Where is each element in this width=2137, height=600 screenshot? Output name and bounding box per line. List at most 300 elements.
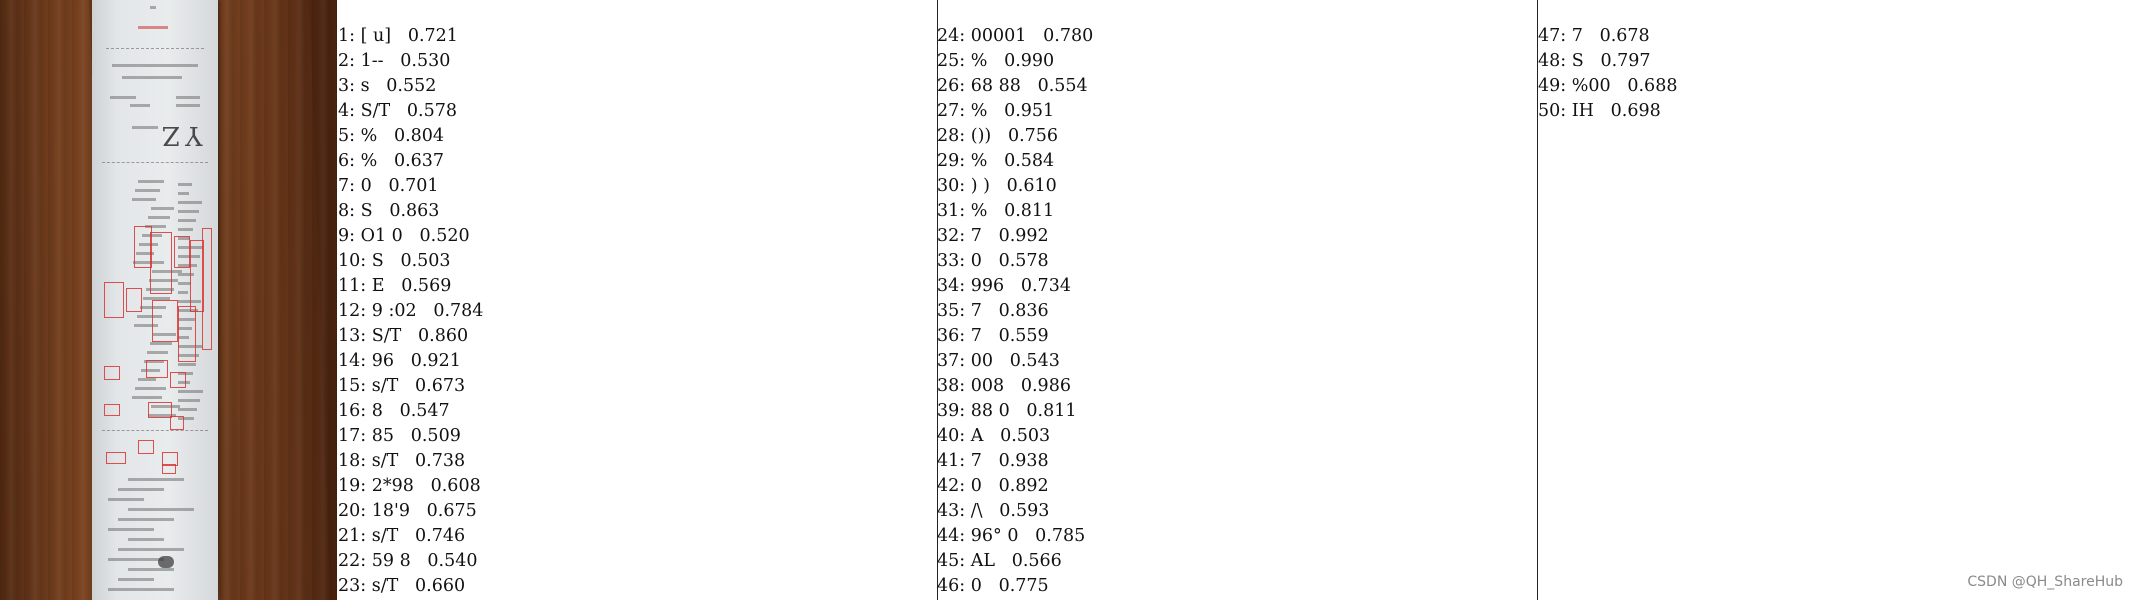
- result-gap: [391, 26, 408, 46]
- result-text: ()): [970, 126, 992, 146]
- result-score: 0.503: [400, 251, 451, 271]
- result-score: 0.509: [410, 426, 461, 446]
- receipt-mark: [108, 498, 144, 501]
- result-score: 0.701: [388, 176, 439, 196]
- result-separator: :: [959, 501, 971, 521]
- result-text: s/T: [371, 526, 399, 546]
- detection-box: [104, 366, 120, 380]
- result-index: 17: [338, 426, 361, 446]
- result-row: [338, 199, 483, 224]
- result-score: 0.811: [1004, 201, 1055, 221]
- result-gap: [1018, 526, 1035, 546]
- result-score: 0.756: [1007, 126, 1059, 146]
- result-score: 0.578: [406, 101, 457, 121]
- result-index: 35: [937, 301, 960, 321]
- result-score: 0.688: [1627, 76, 1678, 96]
- result-gap: [377, 151, 394, 171]
- result-text: IH: [1571, 101, 1594, 121]
- detection-box: [106, 452, 126, 464]
- result-gap: [398, 451, 415, 471]
- result-gap: [993, 351, 1010, 371]
- result-index: 1: [338, 26, 350, 46]
- receipt-mark: [148, 216, 170, 219]
- result-index: 5: [338, 126, 350, 146]
- result-score: 0.547: [399, 401, 450, 421]
- receipt-mark: [178, 219, 196, 222]
- result-score: 0.863: [389, 201, 440, 221]
- result-row: [338, 299, 483, 324]
- result-row: [338, 524, 483, 549]
- result-index: 26: [937, 76, 960, 96]
- result-gap: [1021, 76, 1038, 96]
- result-text: 00: [970, 351, 994, 371]
- result-gap: [987, 151, 1004, 171]
- result-separator: :: [360, 451, 372, 471]
- result-text: S: [371, 251, 384, 271]
- receipt-mark: [178, 291, 188, 294]
- detection-box: [146, 360, 168, 378]
- result-separator: :: [959, 326, 971, 346]
- result-separator: :: [959, 201, 971, 221]
- result-gap: [1010, 401, 1027, 421]
- result-text: s/T: [371, 376, 399, 396]
- result-score: 0.569: [401, 276, 452, 296]
- receipt-mark: [135, 189, 160, 192]
- result-score: 0.543: [1009, 351, 1060, 371]
- results-column-3: [1538, 24, 1677, 124]
- result-score: 0.675: [426, 501, 477, 521]
- result-gap: [383, 401, 400, 421]
- receipt-mark: [108, 558, 164, 561]
- result-index: 50: [1538, 101, 1561, 121]
- detection-box: [202, 228, 212, 350]
- result-index: 31: [937, 201, 960, 221]
- result-index: 6: [338, 151, 350, 171]
- receipt-mark: [138, 180, 164, 183]
- result-index: 42: [937, 476, 960, 496]
- result-row: [338, 424, 483, 449]
- receipt-mark: [150, 6, 156, 9]
- receipt-mark: [176, 96, 200, 99]
- result-text: 96: [371, 351, 395, 371]
- result-score: 0.584: [1004, 151, 1055, 171]
- result-gap: [1583, 26, 1600, 46]
- receipt-mark: [178, 183, 192, 186]
- result-row: [338, 149, 483, 174]
- result-row: [338, 499, 483, 524]
- result-separator: :: [349, 201, 361, 221]
- result-index: 13: [338, 326, 361, 346]
- result-index: 9: [338, 226, 350, 246]
- receipt-mark: [118, 548, 184, 551]
- result-score: 0.811: [1026, 401, 1077, 421]
- result-separator: :: [360, 476, 372, 496]
- result-text: 008: [970, 376, 1005, 396]
- result-row: [338, 224, 483, 249]
- result-index: 48: [1538, 51, 1561, 71]
- result-separator: :: [959, 451, 971, 471]
- result-score: 0.660: [415, 576, 466, 596]
- result-score: 0.734: [1020, 276, 1071, 296]
- result-separator: :: [360, 501, 372, 521]
- result-text: %: [970, 201, 988, 221]
- result-index: 34: [937, 276, 960, 296]
- result-text: %: [970, 51, 988, 71]
- result-separator: :: [959, 151, 971, 171]
- receipt-mark: [118, 488, 164, 491]
- result-text: s/T: [371, 451, 399, 471]
- result-text: O1 0: [360, 226, 403, 246]
- result-index: 19: [338, 476, 361, 496]
- result-score: 0.775: [998, 576, 1049, 596]
- result-gap: [1611, 76, 1628, 96]
- result-score: 0.721: [407, 26, 458, 46]
- result-index: 11: [338, 276, 361, 296]
- result-row: [937, 249, 1093, 274]
- result-score: 0.860: [418, 326, 469, 346]
- receipt-mark: [118, 578, 154, 581]
- result-index: 37: [937, 351, 960, 371]
- result-index: 24: [937, 26, 960, 46]
- result-row: [338, 474, 483, 499]
- result-text: S: [360, 201, 373, 221]
- result-row: [1538, 24, 1677, 49]
- result-gap: [987, 101, 1004, 121]
- result-separator: :: [959, 401, 971, 421]
- result-row: [338, 124, 483, 149]
- result-score: 0.986: [1020, 376, 1071, 396]
- result-separator: :: [959, 426, 971, 446]
- result-gap: [414, 476, 431, 496]
- result-gap: [411, 551, 428, 571]
- result-text: E: [371, 276, 385, 296]
- result-row: [937, 274, 1093, 299]
- result-gap: [1004, 276, 1021, 296]
- detection-box: [126, 288, 142, 312]
- result-separator: :: [959, 476, 971, 496]
- result-text: 0: [360, 176, 372, 196]
- result-text: %: [970, 151, 988, 171]
- result-text: [ u]: [360, 26, 392, 46]
- result-text: ) ): [970, 176, 990, 196]
- result-index: 40: [937, 426, 960, 446]
- result-text: S/T: [371, 326, 402, 346]
- result-text: S: [1571, 51, 1584, 71]
- result-text: %00: [1571, 76, 1611, 96]
- result-score: 0.921: [410, 351, 461, 371]
- result-score: 0.678: [1599, 26, 1650, 46]
- result-text: 7: [970, 451, 982, 471]
- result-score: 0.992: [998, 226, 1049, 246]
- result-row: [937, 349, 1093, 374]
- result-text: %: [360, 151, 378, 171]
- result-separator: :: [360, 401, 372, 421]
- receipt-divider: [106, 48, 204, 49]
- receipt-mark: [178, 228, 193, 231]
- result-separator: :: [349, 101, 361, 121]
- result-separator: :: [349, 226, 361, 246]
- result-gap: [384, 51, 401, 71]
- result-gap: [384, 251, 401, 271]
- result-score: 0.520: [419, 226, 470, 246]
- result-row: [1538, 49, 1677, 74]
- result-separator: :: [959, 351, 971, 371]
- result-text: 2*98: [371, 476, 414, 496]
- receipt-mark: [108, 528, 154, 531]
- receipt-mark: [147, 351, 168, 354]
- result-gap: [410, 501, 427, 521]
- receipt-paper: [92, 0, 218, 600]
- result-text: s/T: [371, 576, 399, 596]
- result-gap: [394, 351, 411, 371]
- result-row: [338, 24, 483, 49]
- result-separator: :: [360, 376, 372, 396]
- result-score: 0.610: [1006, 176, 1057, 196]
- result-row: [937, 24, 1093, 49]
- result-index: 23: [338, 576, 361, 596]
- result-separator: :: [349, 26, 361, 46]
- receipt-mark: [122, 76, 182, 79]
- receipt-divider: [102, 162, 208, 163]
- result-text: 9 :02: [371, 301, 417, 321]
- result-index: 39: [937, 401, 960, 421]
- result-score: 0.559: [998, 326, 1049, 346]
- result-row: [937, 49, 1093, 74]
- result-gap: [983, 501, 1000, 521]
- result-score: 0.951: [1004, 101, 1055, 121]
- result-text: 59 8: [371, 551, 411, 571]
- result-separator: :: [360, 326, 372, 346]
- receipt-mark: [178, 408, 197, 411]
- result-separator: :: [360, 551, 372, 571]
- result-gap: [417, 301, 434, 321]
- result-index: 38: [937, 376, 960, 396]
- result-index: 3: [338, 76, 350, 96]
- result-score: 0.578: [998, 251, 1049, 271]
- result-score: 0.552: [386, 76, 437, 96]
- receipt-mark: [150, 342, 172, 345]
- result-row: [937, 449, 1093, 474]
- result-separator: :: [959, 126, 971, 146]
- result-gap: [1004, 376, 1021, 396]
- result-index: 46: [937, 576, 960, 596]
- receipt-mark: [158, 556, 174, 568]
- result-row: [937, 74, 1093, 99]
- result-row: [937, 149, 1093, 174]
- receipt-mark: [128, 508, 194, 511]
- result-row: [338, 574, 483, 599]
- result-score: 0.698: [1610, 101, 1661, 121]
- receipt-mark: [178, 399, 200, 402]
- result-gap: [401, 326, 418, 346]
- result-separator: :: [360, 526, 372, 546]
- result-gap: [394, 426, 411, 446]
- result-separator: :: [1560, 51, 1572, 71]
- result-separator: :: [360, 576, 372, 596]
- result-gap: [982, 301, 999, 321]
- result-separator: :: [1560, 76, 1572, 96]
- result-gap: [372, 176, 389, 196]
- result-index: 29: [937, 151, 960, 171]
- result-separator: :: [360, 276, 372, 296]
- result-index: 30: [937, 176, 960, 196]
- receipt-photo: [0, 0, 337, 600]
- result-text: 7: [970, 301, 982, 321]
- receipt-mark: [178, 192, 189, 195]
- result-score: 0.785: [1035, 526, 1086, 546]
- signature-mark: Y Z: [162, 120, 203, 150]
- result-separator: :: [360, 301, 372, 321]
- result-index: 41: [937, 451, 960, 471]
- result-separator: :: [959, 51, 971, 71]
- result-separator: :: [360, 426, 372, 446]
- result-text: 7: [970, 226, 982, 246]
- result-separator: :: [959, 576, 971, 596]
- result-score: 0.990: [1004, 51, 1055, 71]
- result-gap: [982, 326, 999, 346]
- result-index: 44: [937, 526, 960, 546]
- detection-box: [178, 306, 196, 362]
- result-text: 0: [970, 476, 982, 496]
- result-score: 0.784: [433, 301, 484, 321]
- result-index: 36: [937, 326, 960, 346]
- result-text: s: [360, 76, 370, 96]
- result-score: 0.804: [393, 126, 445, 146]
- result-gap: [982, 576, 999, 596]
- result-gap: [398, 576, 415, 596]
- result-text: 7: [970, 326, 982, 346]
- result-text: 1--: [360, 51, 384, 71]
- result-gap: [1594, 101, 1611, 121]
- result-score: 0.593: [999, 501, 1050, 521]
- result-index: 22: [338, 551, 361, 571]
- result-separator: :: [959, 251, 971, 271]
- result-text: 18'9: [371, 501, 410, 521]
- result-text: 68 88: [970, 76, 1021, 96]
- result-row: [937, 474, 1093, 499]
- result-score: 0.637: [393, 151, 445, 171]
- detection-box: [104, 282, 124, 318]
- result-row: [937, 299, 1093, 324]
- result-index: 25: [937, 51, 960, 71]
- result-index: 43: [937, 501, 960, 521]
- result-score: 0.836: [998, 301, 1049, 321]
- result-separator: :: [349, 151, 361, 171]
- result-index: 4: [338, 101, 350, 121]
- result-text: /\: [970, 501, 983, 521]
- result-index: 7: [338, 176, 350, 196]
- result-separator: :: [1560, 101, 1572, 121]
- result-score: 0.738: [415, 451, 466, 471]
- result-separator: :: [360, 251, 372, 271]
- receipt-mark: [118, 518, 174, 521]
- result-text: %: [360, 126, 378, 146]
- result-gap: [377, 126, 394, 146]
- result-separator: :: [959, 276, 971, 296]
- results-column-2: [937, 24, 1093, 599]
- result-row: [338, 74, 483, 99]
- detection-box: [138, 440, 154, 454]
- result-score: 0.780: [1043, 26, 1094, 46]
- detection-box: [170, 372, 186, 388]
- result-score: 0.566: [1011, 551, 1062, 571]
- result-gap: [995, 551, 1012, 571]
- result-index: 16: [338, 401, 361, 421]
- result-index: 8: [338, 201, 350, 221]
- receipt-mark: [178, 363, 196, 366]
- receipt-mark: [128, 478, 184, 481]
- result-text: 96° 0: [970, 526, 1019, 546]
- results-column-1: [338, 24, 483, 599]
- result-row: [937, 224, 1093, 249]
- receipt-mark: [178, 201, 202, 204]
- receipt-mark: [130, 104, 150, 107]
- result-row: [338, 349, 483, 374]
- result-row: [937, 499, 1093, 524]
- result-score: 0.746: [415, 526, 466, 546]
- result-score: 0.608: [430, 476, 481, 496]
- result-row: [937, 574, 1093, 599]
- result-score: 0.540: [427, 551, 478, 571]
- result-row: [937, 524, 1093, 549]
- result-gap: [373, 201, 390, 221]
- result-score: 0.892: [998, 476, 1049, 496]
- result-index: 15: [338, 376, 361, 396]
- result-separator: :: [959, 176, 971, 196]
- result-score: 0.530: [400, 51, 451, 71]
- receipt-mark: [178, 210, 199, 213]
- result-index: 20: [338, 501, 361, 521]
- result-gap: [982, 451, 999, 471]
- result-gap: [1584, 51, 1601, 71]
- result-index: 18: [338, 451, 361, 471]
- result-separator: :: [349, 76, 361, 96]
- detection-box: [170, 416, 184, 430]
- result-separator: :: [959, 226, 971, 246]
- result-row: [338, 174, 483, 199]
- result-gap: [370, 76, 387, 96]
- receipt-mark: [138, 378, 156, 381]
- result-score: 0.938: [998, 451, 1049, 471]
- result-row: [937, 549, 1093, 574]
- result-index: 33: [937, 251, 960, 271]
- result-index: 47: [1538, 26, 1561, 46]
- result-text: 0: [970, 576, 982, 596]
- result-separator: :: [959, 101, 971, 121]
- result-gap: [982, 476, 999, 496]
- receipt-mark: [132, 198, 156, 201]
- result-text: 996: [970, 276, 1005, 296]
- result-text: AL: [970, 551, 996, 571]
- result-gap: [982, 226, 999, 246]
- detection-box: [104, 404, 120, 416]
- receipt-mark: [128, 538, 164, 541]
- detection-box: [152, 300, 178, 342]
- result-separator: :: [349, 51, 361, 71]
- result-row: [1538, 99, 1677, 124]
- receipt-mark: [176, 104, 200, 107]
- receipt-mark: [138, 26, 168, 29]
- result-text: 88 0: [970, 401, 1010, 421]
- result-row: [338, 399, 483, 424]
- result-row: [338, 99, 483, 124]
- result-text: 8: [371, 401, 383, 421]
- result-gap: [1026, 26, 1043, 46]
- result-score: 0.503: [1000, 426, 1051, 446]
- result-gap: [398, 376, 415, 396]
- result-index: 32: [937, 226, 960, 246]
- result-gap: [987, 201, 1004, 221]
